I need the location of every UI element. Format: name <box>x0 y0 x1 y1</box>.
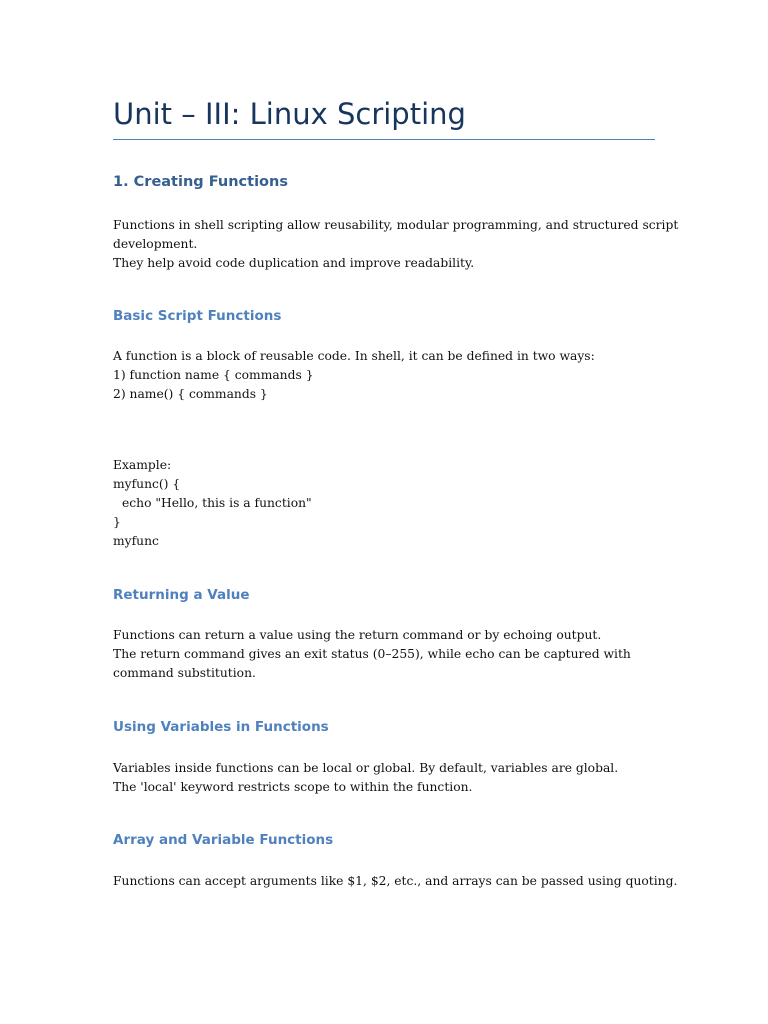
code-example <box>113 456 655 551</box>
body-line: The return command gives an exit status (0–255), while echo can be captured with <box>113 647 631 661</box>
body-line: The 'local' keyword restricts scope to within the function. <box>113 780 473 794</box>
document-title: Unit – III: Linux Scripting <box>113 97 466 131</box>
title-divider <box>113 139 655 140</box>
section-body-basic-script-functions <box>113 347 655 404</box>
body-line: Variables inside functions can be local or global. By default, variables are global. <box>113 761 619 775</box>
section-body-creating-functions <box>113 216 679 273</box>
body-line: Functions can return a value using the return command or by echoing output. <box>113 628 602 642</box>
body-line: A function is a block of reusable code. In shell, it can be defined in two ways: <box>113 349 595 363</box>
section-body-returning-a-value <box>113 626 655 683</box>
section-heading-creating-functions: 1. Creating Functions <box>113 174 288 190</box>
body-line: Functions in shell scripting allow reusability, modular programming, and structured script <box>113 218 679 232</box>
section-body-array-and-variable-functions <box>113 872 678 891</box>
body-line: development. <box>113 237 198 251</box>
section-heading-basic-script-functions: Basic Script Functions <box>113 308 282 324</box>
body-line: They help avoid code duplication and improve readability. <box>113 256 475 270</box>
body-line: 2) name() { commands } <box>113 387 268 401</box>
body-line: Functions can accept arguments like $1, $2, etc., and arrays can be passed using quoting. <box>113 874 678 888</box>
section-body-using-variables <box>113 759 655 797</box>
section-heading-array-and-variable-functions: Array and Variable Functions <box>113 832 334 848</box>
example-label: Example: <box>113 458 172 472</box>
code-line: } <box>113 515 121 529</box>
code-line: myfunc <box>113 534 159 548</box>
body-line: 1) function name { commands } <box>113 368 314 382</box>
section-heading-using-variables: Using Variables in Functions <box>113 719 329 735</box>
section-heading-returning-a-value: Returning a Value <box>113 587 250 603</box>
body-line: command substitution. <box>113 666 256 680</box>
code-line: echo "Hello, this is a function" <box>122 496 312 510</box>
code-line: myfunc() { <box>113 477 181 491</box>
